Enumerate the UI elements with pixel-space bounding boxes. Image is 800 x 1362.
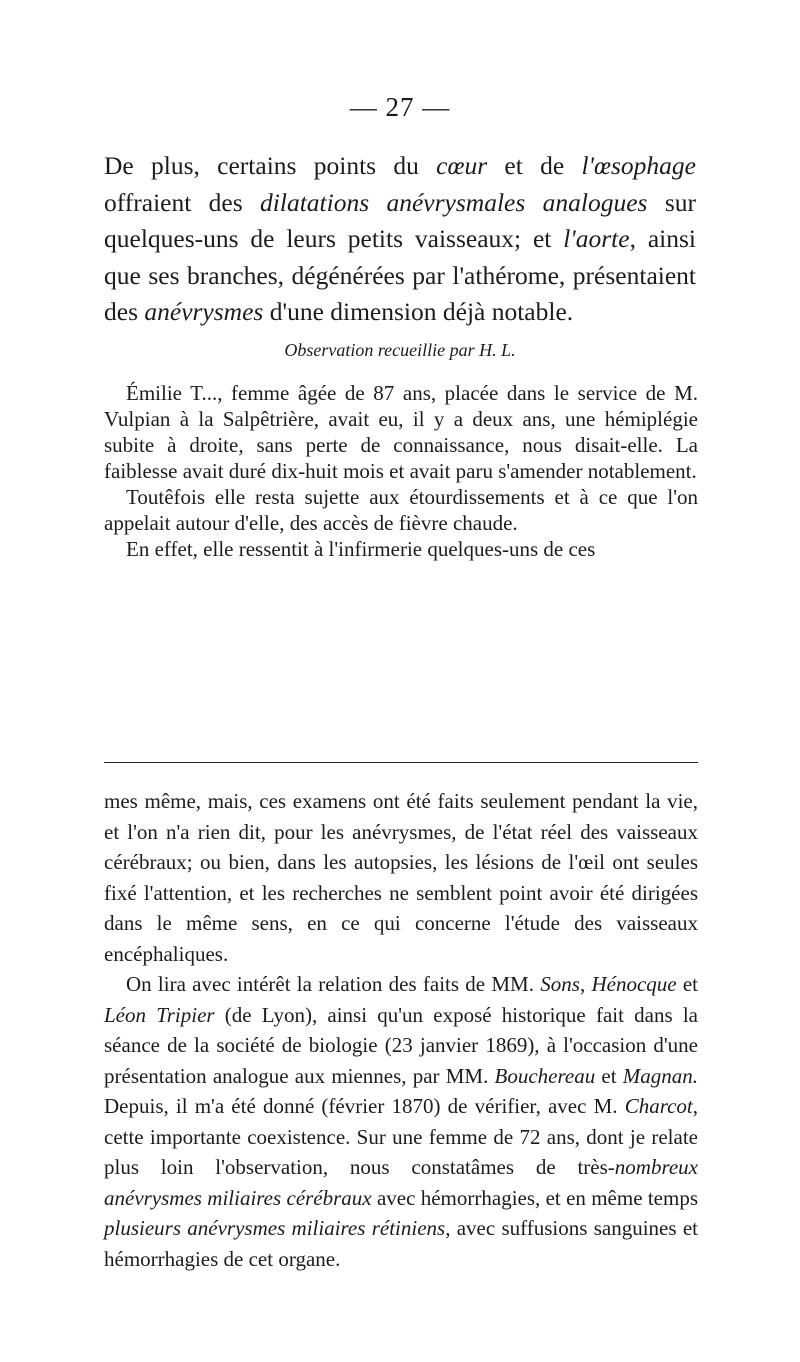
- main-text: [104, 148, 696, 331]
- footnote-divider: [104, 762, 698, 763]
- observation-text: [104, 380, 698, 562]
- paragraph: En effet, elle ressentit à l'infirmerie quelques-uns de ces: [126, 537, 596, 561]
- footnote: [104, 786, 698, 1274]
- observation-title: Observation recueillie par H. L.: [284, 340, 516, 360]
- page-number: — 27 —: [349, 92, 451, 122]
- footnote-paragraph: On lira avec intérêt la relation des faits de MM. Sons, Hénocque et Léon Tripier (de Lyon), ainsi qu'un exposé historique fait dans la séance de la société de biologie (23 janvier 1869), à l'occasion d'une présentation analogue aux miennes, par MM. Bouchereau et Magnan. Depuis, il m'a été donné (février 1870) de vérifier, avec M. Charcot, cette importante coexistence. Sur une femme de 72 ans, dont je relate plus loin l'observation, nous constatâmes de très-nombreux anévrysmes miliaires cérébraux avec hémorrhagies, et en même temps plusieurs anévrysmes miliaires rétiniens, avec suffusions sanguines et hémorrhagies de cet organe.: [104, 972, 699, 1271]
- paragraph: De plus, certains points du cœur et de l'œsophage offraient des dilatations anévrysmales analogues sur quelques-uns de leurs petits vaisseaux; et l'aorte, ainsi que ses branches, dégénérées par l'athérome, présentaient des anévrysmes d'une dimension déjà notable.: [104, 151, 696, 326]
- paragraph: Toutêfois elle resta sujette aux étourdissements et à ce que l'on appelait autour d'elle, des accès de fièvre chaude.: [104, 485, 698, 535]
- footnote-paragraph: mes même, mais, ces examens ont été faits seulement pendant la vie, et l'on n'a rien dit, pour les anévrysmes, de l'état réel des vaisseaux cérébraux; ou bien, dans les autopsies, les lésions de l'œil ont seules fixé l'attention, et les recherches ne semblent point avoir été dirigées dans le même sens, en ce qui concerne l'étude des vaisseaux encéphaliques.: [104, 789, 698, 966]
- paragraph: Émilie T..., femme âgée de 87 ans, placée dans le service de M. Vulpian à la Salpêtrière, avait eu, il y a deux ans, une hémiplégie subite à droite, sans perte de connaissance, nous disait-elle. La faiblesse avait duré dix-huit mois et avait paru s'amender notablement.: [104, 381, 698, 483]
